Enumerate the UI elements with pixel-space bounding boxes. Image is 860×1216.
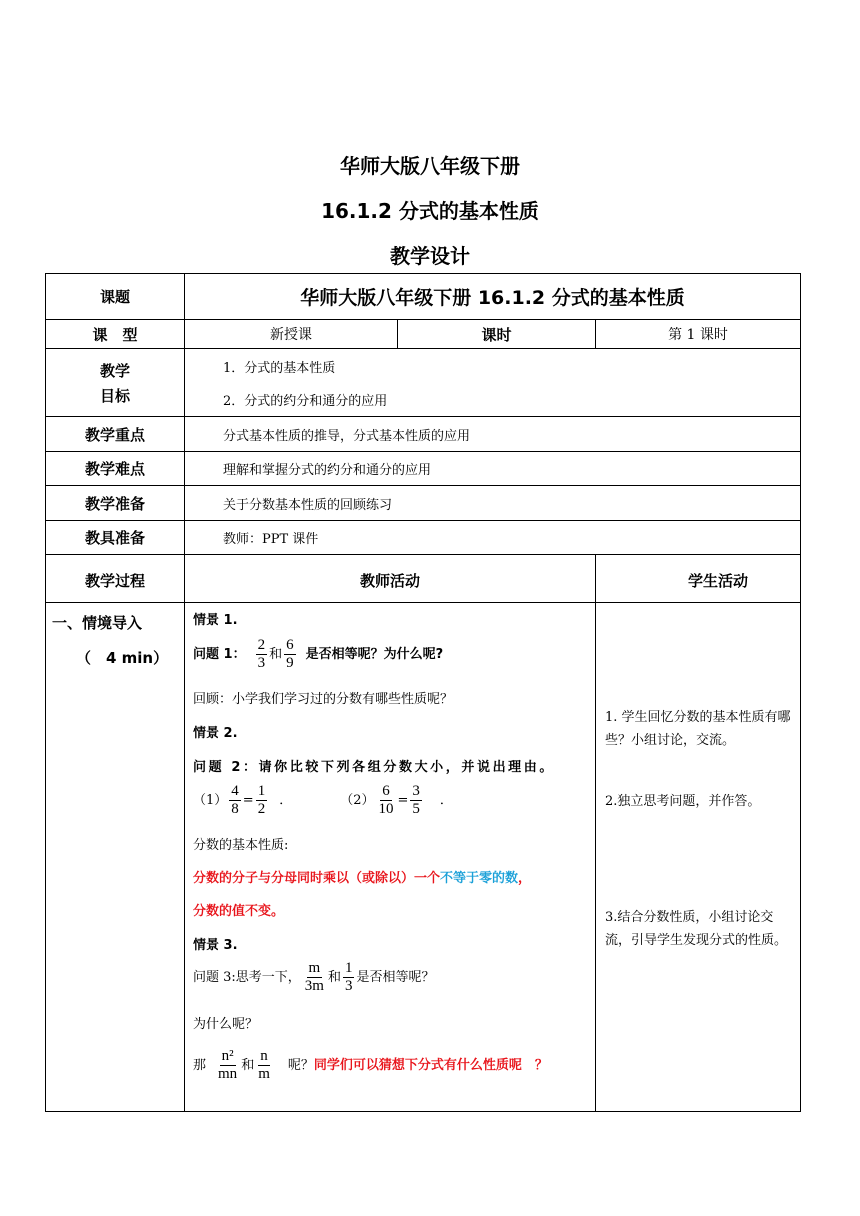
q3-prefix: 问题 3:思考一下， — [193, 969, 301, 985]
period-value: 第 1 课时 — [596, 320, 801, 349]
q4-suffix: 呢？ — [287, 1057, 314, 1073]
question2-items — [193, 783, 453, 819]
question2: 问题 2：请你比较下列各组分数大小，并说出理由。 — [193, 760, 555, 775]
fraction-denominator: 9 — [286, 655, 294, 672]
goal-values — [185, 349, 801, 417]
q2-item2-label: （2） — [340, 792, 375, 808]
prep-value: 关于分数基本性质的回顾练习 — [185, 486, 801, 521]
fraction-numerator: n² — [220, 1048, 236, 1066]
student-item-2: 2.独立思考问题，并作答。 — [605, 793, 761, 809]
q3-and: 和 — [327, 969, 341, 985]
stage-time: （ 4 min） — [76, 649, 169, 667]
fraction-denominator: mn — [218, 1066, 238, 1083]
scene2-heading: 情景 2. — [193, 726, 238, 741]
property-title: 分数的基本性质: — [193, 838, 289, 853]
q1-fraction-a — [256, 637, 268, 673]
property-statement — [193, 871, 531, 887]
difficulty-label: 教学难点 — [46, 452, 185, 486]
goal-label-line1: 教学 — [99, 361, 130, 380]
doc-title-line3: 教学设计 — [390, 244, 470, 268]
q2-item1-fraction-b — [256, 783, 268, 819]
q1-prefix: 问题 1： — [193, 646, 246, 662]
q4-prefix: 那 — [193, 1057, 207, 1073]
q4-fraction-a — [216, 1048, 239, 1084]
fraction-denominator: 3 — [344, 978, 353, 995]
fraction-denominator: m — [258, 1066, 270, 1083]
fraction-denominator: 2 — [257, 801, 266, 818]
q3-fraction-a — [303, 960, 326, 996]
goal-label-line2: 目标 — [99, 386, 130, 405]
fraction-numerator: n — [258, 1048, 270, 1066]
fraction-denominator: 8 — [231, 801, 239, 818]
period-label: 课时 — [398, 320, 596, 349]
property-red-part1: 分数的分子与分母同时乘以（或除以）一个 — [193, 871, 441, 886]
q2-item2-fraction-a — [376, 783, 395, 819]
question3 — [193, 960, 435, 996]
tools-label: 教具准备 — [46, 521, 185, 555]
difficulty-value: 理解和掌握分式的约分和通分的应用 — [185, 452, 801, 486]
q3-fraction-b — [343, 960, 355, 996]
doc-title-line1: 华师大版八年级下册 — [340, 154, 520, 178]
stage-cell — [46, 603, 185, 1112]
q4-red-question: 同学们可以猜想下分式有什么性质呢 ？ — [313, 1057, 548, 1073]
equals-sign: = — [242, 792, 254, 808]
question4 — [193, 1048, 548, 1084]
fraction-numerator: m — [307, 960, 323, 978]
q2-item1-fraction-a — [229, 783, 241, 819]
key-label: 教学重点 — [46, 417, 185, 452]
question1 — [193, 637, 443, 673]
property-red-part2: 分数的值不变。 — [193, 904, 285, 919]
process-label: 教学过程 — [46, 555, 185, 603]
teacher-activity-cell — [185, 603, 596, 1112]
goal-label — [46, 349, 185, 417]
fraction-denominator: 5 — [412, 801, 420, 818]
fraction-numerator: 1 — [256, 783, 268, 801]
teacher-label: 教师活动 — [185, 555, 596, 603]
q1-fraction-b — [284, 637, 296, 673]
fraction-denominator: 10 — [378, 801, 394, 818]
type-value: 新授课 — [185, 320, 398, 349]
q3-suffix: 是否相等呢？ — [356, 969, 435, 985]
fraction-denominator: 3 — [257, 655, 266, 672]
topic-label: 课题 — [46, 274, 185, 320]
q1-suffix: 是否相等呢？为什么呢? — [305, 646, 444, 662]
fraction-numerator: 4 — [229, 783, 241, 801]
tools-value: 教师：PPT 课件 — [185, 521, 801, 555]
q2-item2-period: ． — [439, 792, 453, 808]
q2-item1-period: ． — [279, 792, 293, 808]
q4-and: 和 — [241, 1057, 255, 1073]
stage-name: 一、情境导入 — [52, 614, 143, 632]
topic-value: 华师大版八年级下册 16.1.2 分式的基本性质 — [185, 274, 801, 320]
lesson-plan-table — [45, 273, 801, 1112]
doc-title-line2: 16.1.2 分式的基本性质 — [321, 199, 539, 223]
q2-item2-fraction-b — [410, 783, 422, 819]
prep-label: 教学准备 — [46, 486, 185, 521]
fraction-denominator: 3m — [304, 978, 324, 995]
student-item-3: 3.结合分数性质，小组讨论交流，引导学生发现分式的性质。 — [605, 910, 788, 948]
equals-sign: = — [397, 792, 409, 808]
q3-why: 为什么呢？ — [193, 1017, 259, 1032]
type-label: 课 型 — [46, 320, 185, 349]
key-value: 分式基本性质的推导，分式基本性质的应用 — [185, 417, 801, 452]
property-blue-part: 不等于零的数 — [440, 871, 519, 886]
fraction-numerator: 3 — [410, 783, 422, 801]
student-label: 学生活动 — [596, 555, 801, 603]
property-red-comma: ， — [518, 871, 532, 886]
goal-item: 1．分式的基本性质 — [223, 360, 336, 376]
review-text: 回顾：小学我们学习过的分数有哪些性质呢？ — [193, 692, 454, 707]
fraction-numerator: 1 — [343, 960, 355, 978]
goal-item: 2．分式的约分和通分的应用 — [223, 393, 388, 409]
scene3-heading: 情景 3. — [193, 938, 238, 953]
fraction-numerator: 2 — [256, 637, 268, 655]
q2-item1-label: （1） — [193, 792, 228, 808]
scene1-heading: 情景 1. — [193, 613, 238, 628]
fraction-numerator: 6 — [284, 637, 296, 655]
q1-and: 和 — [269, 646, 283, 662]
student-item-1: 1. 学生回忆分数的基本性质有哪些？小组讨论，交流。 — [605, 710, 791, 748]
student-activity-cell — [596, 603, 801, 1112]
q4-fraction-b — [256, 1048, 272, 1084]
fraction-numerator: 6 — [380, 783, 392, 801]
